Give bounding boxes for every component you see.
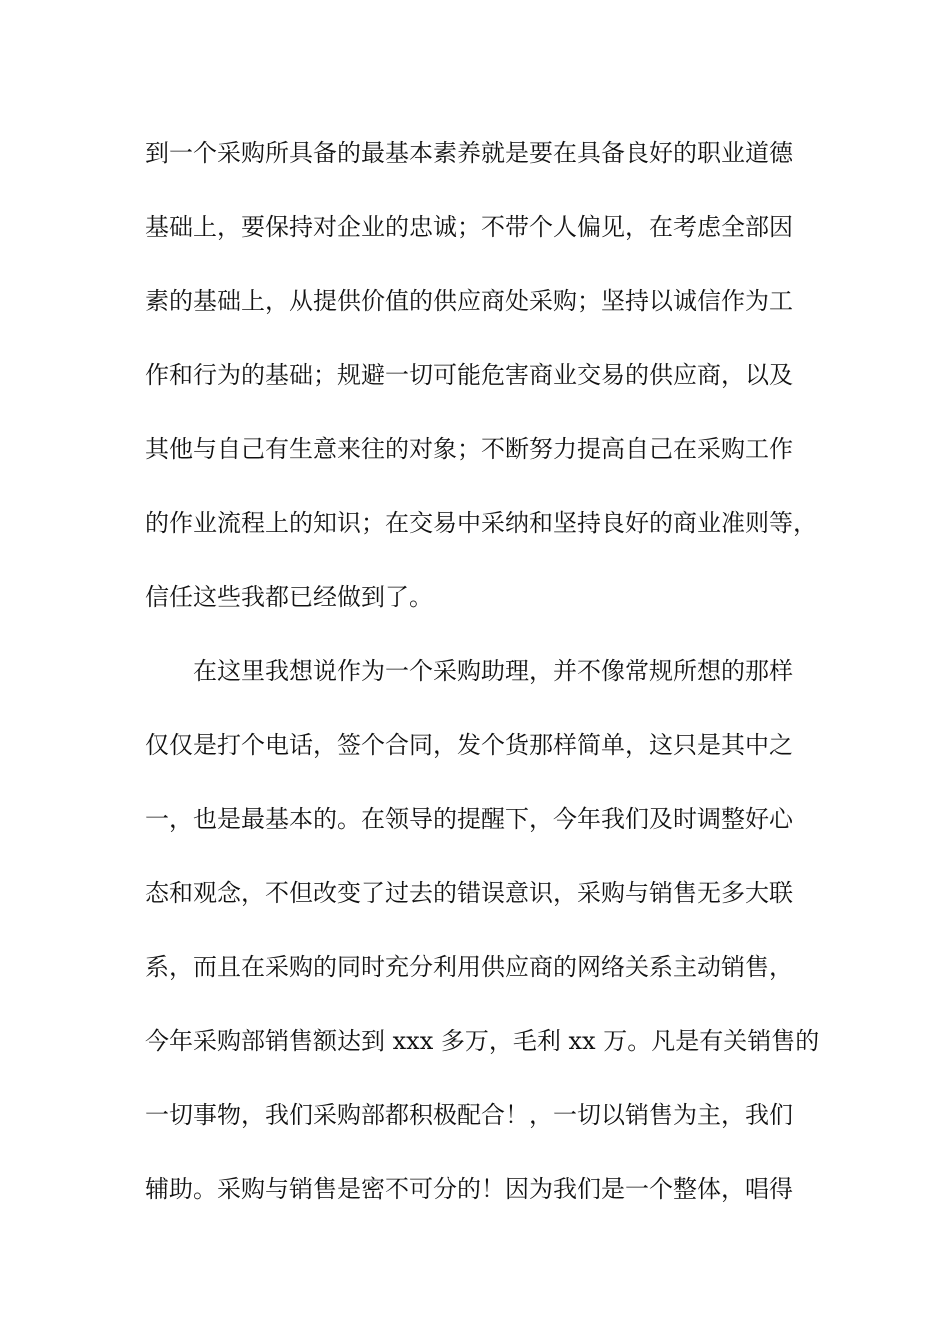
- text-line: 基础上，要保持对企业的忠诚；不带个人偏见，在考虑全部因: [145, 213, 793, 241]
- paragraph-first-line: 在这里我想说作为一个采购助理，并不像常规所想的那样: [193, 657, 793, 685]
- text-line: 仅仅是打个电话，签个合同，发个货那样简单，这只是其中之: [145, 731, 793, 759]
- text-line: 素的基础上，从提供价值的供应商处采购；坚持以诚信作为工: [145, 287, 793, 315]
- text-line: 一切事物，我们采购部都积极配合！，一切以销售为主，我们: [145, 1101, 793, 1129]
- text-line: 今年采购部销售额达到 xxx 多万，毛利 xx 万。凡是有关销售的: [145, 1027, 820, 1055]
- text-line: 作和行为的基础；规避一切可能危害商业交易的供应商，以及: [145, 361, 793, 389]
- text-line: 信任这些我都已经做到了。: [145, 583, 433, 611]
- text-line: 系，而且在采购的同时充分利用供应商的网络关系主动销售，: [145, 953, 793, 981]
- text-line: 的作业流程上的知识；在交易中采纳和坚持良好的商业准则等，: [145, 509, 817, 537]
- text-line: 一，也是最基本的。在领导的提醒下，今年我们及时调整好心: [145, 805, 793, 833]
- text-line: 态和观念，不但改变了过去的错误意识，采购与销售无多大联: [145, 879, 793, 907]
- text-line: 辅助。采购与销售是密不可分的！因为我们是一个整体，唱得: [145, 1175, 793, 1203]
- text-line: 到一个采购所具备的最基本素养就是要在具备良好的职业道德: [145, 139, 793, 167]
- text-line: 其他与自己有生意来往的对象；不断努力提高自己在采购工作: [145, 435, 793, 463]
